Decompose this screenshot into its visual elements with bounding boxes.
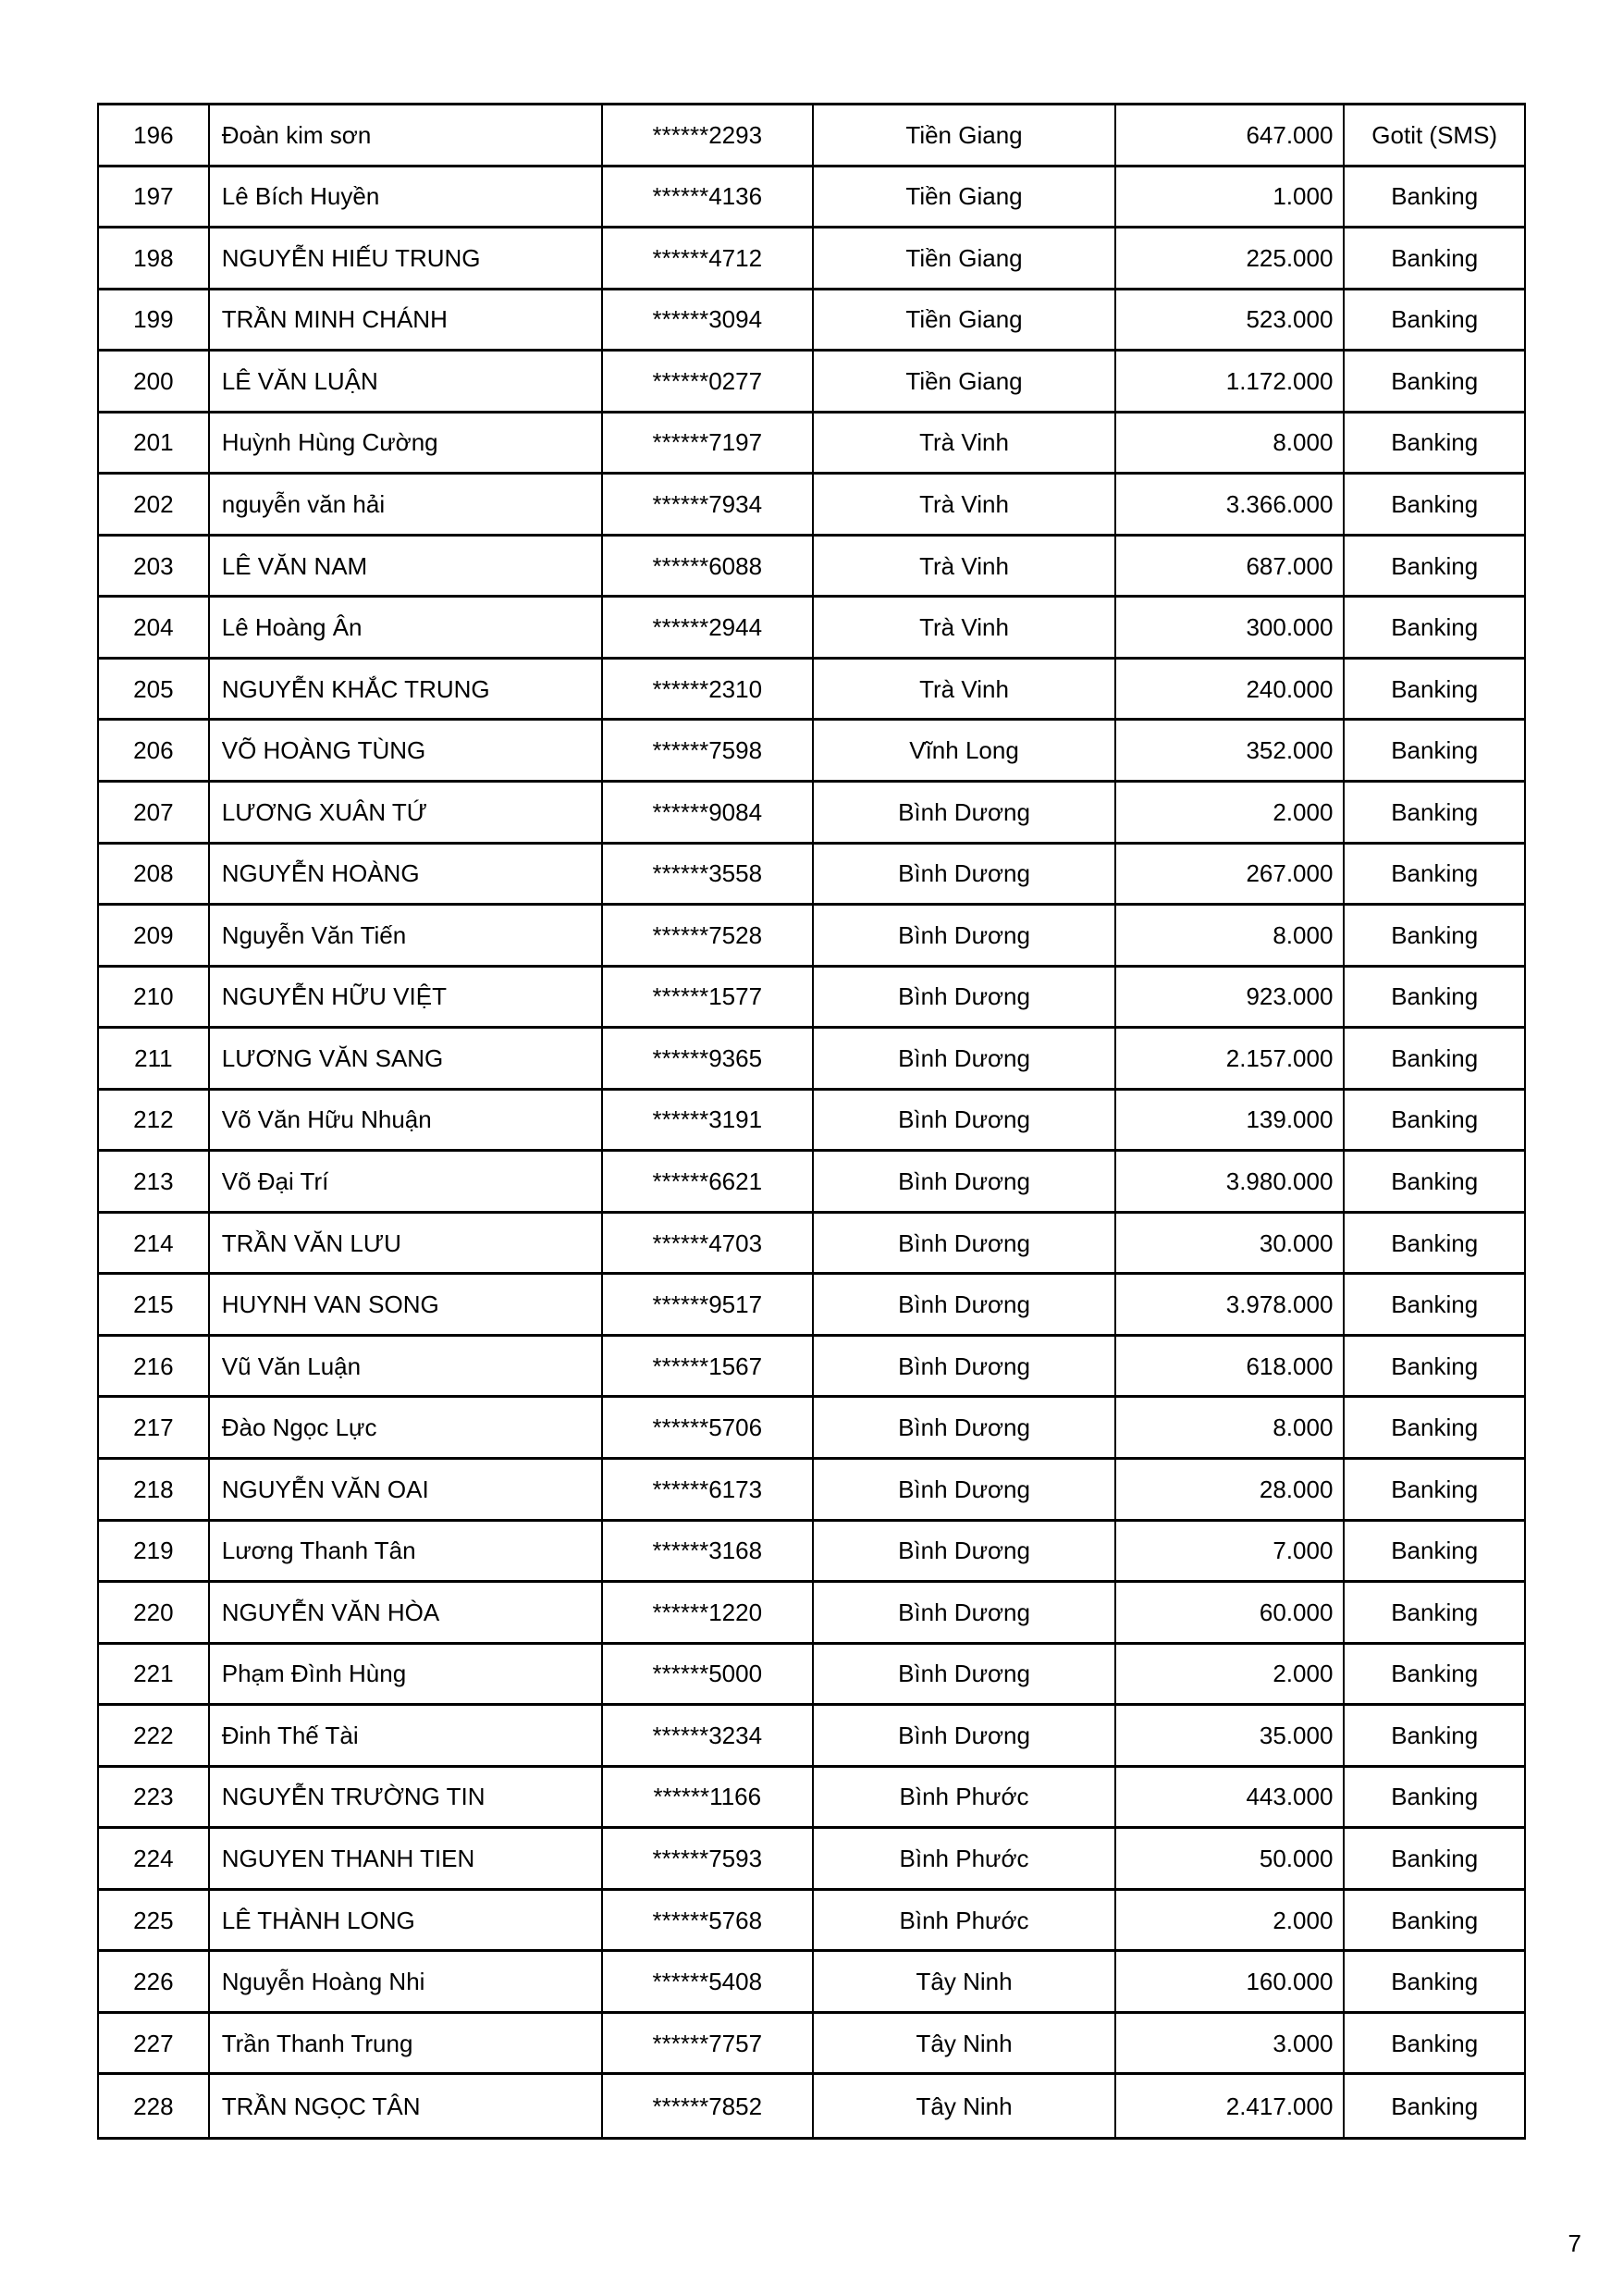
payment-method: Banking	[1391, 551, 1479, 580]
province: Bình Dương	[814, 906, 1116, 965]
amount: 35.000	[1116, 1706, 1345, 1765]
table-row	[99, 968, 1524, 1030]
payment-method: Banking	[1391, 1845, 1479, 1873]
table-row	[99, 105, 1524, 167]
province: Bình Dương	[814, 968, 1116, 1027]
masked-phone: ******9365	[603, 1029, 814, 1088]
province: Tây Ninh	[814, 2075, 1116, 2137]
amount: 7.000	[1116, 1522, 1345, 1581]
masked-phone: ******4712	[603, 228, 814, 288]
table-row	[99, 2014, 1524, 2076]
recipient-name: LÊ THÀNH LONG	[210, 1891, 603, 1950]
row-index: 207	[99, 783, 210, 842]
province: Trà Vinh	[814, 537, 1116, 596]
masked-phone: ******6173	[603, 1460, 814, 1519]
recipient-name: NGUYỄN VĂN OAI	[210, 1460, 603, 1519]
masked-phone: ******5768	[603, 1891, 814, 1950]
row-index: 203	[99, 537, 210, 596]
masked-phone: ******2944	[603, 598, 814, 657]
recipient-name: NGUYỄN KHẮC TRUNG	[210, 660, 603, 719]
amount: 8.000	[1116, 1398, 1345, 1457]
recipient-name: NGUYỄN HỮU VIỆT	[210, 968, 603, 1027]
recipient-name: Nguyễn Văn Tiến	[210, 906, 603, 965]
recipient-table	[97, 103, 1526, 2140]
masked-phone: ******1166	[603, 1768, 814, 1827]
masked-phone: ******7528	[603, 906, 814, 965]
table-row	[99, 290, 1524, 352]
recipient-name: Đào Ngọc Lực	[210, 1398, 603, 1457]
amount: 267.000	[1116, 845, 1345, 904]
payment-method: Banking	[1391, 920, 1479, 949]
amount: 60.000	[1116, 1583, 1345, 1642]
payment-method: Banking	[1391, 797, 1479, 826]
recipient-name: NGUYỄN HIẾU TRUNG	[210, 228, 603, 288]
table-row	[99, 537, 1524, 599]
row-index: 225	[99, 1891, 210, 1950]
province: Tiền Giang	[814, 352, 1116, 411]
masked-phone: ******1220	[603, 1583, 814, 1642]
masked-phone: ******3168	[603, 1522, 814, 1581]
table-row	[99, 1583, 1524, 1645]
recipient-name: NGUYỄN HOÀNG	[210, 845, 603, 904]
recipient-name: Phạm Đình Hùng	[210, 1645, 603, 1704]
recipient-name: LÊ VĂN LUẬN	[210, 352, 603, 411]
masked-phone: ******5000	[603, 1645, 814, 1704]
table-row	[99, 660, 1524, 722]
province: Tây Ninh	[814, 1952, 1116, 2011]
table-row	[99, 783, 1524, 845]
masked-phone: ******7593	[603, 1829, 814, 1888]
masked-phone: ******9084	[603, 783, 814, 842]
masked-phone: ******6088	[603, 537, 814, 596]
recipient-name: Vũ Văn Luận	[210, 1337, 603, 1396]
province: Tiền Giang	[814, 228, 1116, 288]
province: Bình Dương	[814, 1460, 1116, 1519]
row-index: 220	[99, 1583, 210, 1642]
amount: 139.000	[1116, 1091, 1345, 1150]
province: Vĩnh Long	[814, 721, 1116, 780]
amount: 240.000	[1116, 660, 1345, 719]
row-index: 224	[99, 1829, 210, 1888]
row-index: 214	[99, 1214, 210, 1273]
recipient-name: Võ Đại Trí	[210, 1152, 603, 1211]
table-row	[99, 721, 1524, 783]
amount: 3.980.000	[1116, 1152, 1345, 1211]
row-index: 210	[99, 968, 210, 1027]
row-index: 197	[99, 167, 210, 227]
payment-method: Banking	[1391, 2029, 1479, 2057]
table-row	[99, 1214, 1524, 1276]
table-row	[99, 1091, 1524, 1153]
row-index: 216	[99, 1337, 210, 1396]
payment-method: Banking	[1391, 2092, 1479, 2120]
masked-phone: ******6621	[603, 1152, 814, 1211]
row-index: 200	[99, 352, 210, 411]
amount: 443.000	[1116, 1768, 1345, 1827]
masked-phone: ******3191	[603, 1091, 814, 1150]
row-index: 204	[99, 598, 210, 657]
row-index: 223	[99, 1768, 210, 1827]
amount: 50.000	[1116, 1829, 1345, 1888]
recipient-name: Trần Thanh Trung	[210, 2014, 603, 2073]
masked-phone: ******4703	[603, 1214, 814, 1273]
payment-method: Banking	[1391, 305, 1479, 334]
recipient-name: nguyễn văn hải	[210, 475, 603, 534]
masked-phone: ******3558	[603, 845, 814, 904]
table-row	[99, 167, 1524, 229]
masked-phone: ******2310	[603, 660, 814, 719]
table-row	[99, 1460, 1524, 1522]
province: Bình Dương	[814, 783, 1116, 842]
amount: 30.000	[1116, 1214, 1345, 1273]
table-row	[99, 1029, 1524, 1091]
payment-method: Gotit (SMS)	[1371, 120, 1498, 149]
recipient-name: NGUYEN THANH TIEN	[210, 1829, 603, 1888]
page-number: 7	[1568, 2229, 1581, 2257]
masked-phone: ******7934	[603, 475, 814, 534]
row-index: 212	[99, 1091, 210, 1150]
amount: 28.000	[1116, 1460, 1345, 1519]
masked-phone: ******3234	[603, 1706, 814, 1765]
recipient-name: Lương Thanh Tân	[210, 1522, 603, 1581]
recipient-name: LÊ VĂN NAM	[210, 537, 603, 596]
province: Bình Dương	[814, 1214, 1116, 1273]
table-row	[99, 2075, 1524, 2137]
recipient-name: HUYNH VAN SONG	[210, 1275, 603, 1334]
table-row	[99, 1337, 1524, 1399]
amount: 225.000	[1116, 228, 1345, 288]
payment-method: Banking	[1391, 859, 1479, 888]
amount: 160.000	[1116, 1952, 1345, 2011]
masked-phone: ******0277	[603, 352, 814, 411]
payment-method: Banking	[1391, 1228, 1479, 1257]
province: Bình Dương	[814, 1091, 1116, 1150]
payment-method: Banking	[1391, 1968, 1479, 1996]
province: Bình Dương	[814, 1522, 1116, 1581]
payment-method: Banking	[1391, 366, 1479, 395]
masked-phone: ******7757	[603, 2014, 814, 2073]
province: Bình Dương	[814, 1706, 1116, 1765]
masked-phone: ******7598	[603, 721, 814, 780]
amount: 923.000	[1116, 968, 1345, 1027]
row-index: 205	[99, 660, 210, 719]
row-index: 209	[99, 906, 210, 965]
amount: 8.000	[1116, 414, 1345, 473]
row-index: 201	[99, 414, 210, 473]
row-index: 196	[99, 105, 210, 165]
province: Bình Dương	[814, 1645, 1116, 1704]
province: Bình Dương	[814, 1583, 1116, 1642]
masked-phone: ******7197	[603, 414, 814, 473]
recipient-name: Lê Bích Huyền	[210, 167, 603, 227]
province: Trà Vinh	[814, 414, 1116, 473]
payment-method: Banking	[1391, 1413, 1479, 1442]
recipient-name: Lê Hoàng Ân	[210, 598, 603, 657]
row-index: 213	[99, 1152, 210, 1211]
amount: 3.366.000	[1116, 475, 1345, 534]
row-index: 202	[99, 475, 210, 534]
masked-phone: ******7852	[603, 2075, 814, 2137]
table-row	[99, 1891, 1524, 1953]
table-row	[99, 1398, 1524, 1460]
table-row	[99, 228, 1524, 290]
row-index: 228	[99, 2075, 210, 2137]
province: Tiền Giang	[814, 290, 1116, 350]
province: Bình Dương	[814, 1275, 1116, 1334]
amount: 647.000	[1116, 105, 1345, 165]
province: Bình Phước	[814, 1829, 1116, 1888]
table-row	[99, 1706, 1524, 1768]
masked-phone: ******1577	[603, 968, 814, 1027]
province: Bình Dương	[814, 1029, 1116, 1088]
row-index: 218	[99, 1460, 210, 1519]
row-index: 208	[99, 845, 210, 904]
payment-method: Banking	[1391, 736, 1479, 765]
table-row	[99, 906, 1524, 968]
row-index: 226	[99, 1952, 210, 2011]
row-index: 198	[99, 228, 210, 288]
province: Bình Dương	[814, 1398, 1116, 1457]
table-row	[99, 1645, 1524, 1707]
recipient-name: TRẦN NGỌC TÂN	[210, 2075, 603, 2137]
payment-method: Banking	[1391, 182, 1479, 211]
province: Tiền Giang	[814, 105, 1116, 165]
masked-phone: ******4136	[603, 167, 814, 227]
table-row	[99, 1275, 1524, 1337]
masked-phone: ******3094	[603, 290, 814, 350]
recipient-name: LƯƠNG XUÂN TỨ	[210, 783, 603, 842]
province: Bình Phước	[814, 1891, 1116, 1950]
payment-method: Banking	[1391, 1906, 1479, 1934]
masked-phone: ******9517	[603, 1275, 814, 1334]
amount: 3.978.000	[1116, 1275, 1345, 1334]
recipient-name: LƯƠNG VĂN SANG	[210, 1029, 603, 1088]
payment-method: Banking	[1391, 1167, 1479, 1196]
province: Trà Vinh	[814, 598, 1116, 657]
province: Trà Vinh	[814, 475, 1116, 534]
table-row	[99, 845, 1524, 907]
table-row	[99, 1829, 1524, 1891]
table-row	[99, 1152, 1524, 1214]
province: Trà Vinh	[814, 660, 1116, 719]
amount: 2.417.000	[1116, 2075, 1345, 2137]
row-index: 217	[99, 1398, 210, 1457]
amount: 2.000	[1116, 1891, 1345, 1950]
amount: 1.172.000	[1116, 352, 1345, 411]
recipient-name: Nguyễn Hoàng Nhi	[210, 1952, 603, 2011]
amount: 2.157.000	[1116, 1029, 1345, 1088]
table-row	[99, 1952, 1524, 2014]
payment-method: Banking	[1391, 428, 1479, 457]
payment-method: Banking	[1391, 1537, 1479, 1565]
row-index: 199	[99, 290, 210, 350]
masked-phone: ******2293	[603, 105, 814, 165]
province: Bình Phước	[814, 1768, 1116, 1827]
recipient-name: Đinh Thế Tài	[210, 1706, 603, 1765]
recipient-name: Huỳnh Hùng Cường	[210, 414, 603, 473]
payment-method: Banking	[1391, 1105, 1479, 1134]
payment-method: Banking	[1391, 1475, 1479, 1503]
amount: 618.000	[1116, 1337, 1345, 1396]
payment-method: Banking	[1391, 1043, 1479, 1072]
recipient-name: NGUYỄN VĂN HÒA	[210, 1583, 603, 1642]
row-index: 211	[99, 1029, 210, 1088]
province: Bình Dương	[814, 845, 1116, 904]
amount: 2.000	[1116, 1645, 1345, 1704]
row-index: 206	[99, 721, 210, 780]
payment-method: Banking	[1391, 1352, 1479, 1380]
province: Bình Dương	[814, 1337, 1116, 1396]
payment-method: Banking	[1391, 1721, 1479, 1749]
masked-phone: ******5408	[603, 1952, 814, 2011]
payment-method: Banking	[1391, 490, 1479, 519]
masked-phone: ******5706	[603, 1398, 814, 1457]
province: Tây Ninh	[814, 2014, 1116, 2073]
amount: 8.000	[1116, 906, 1345, 965]
amount: 687.000	[1116, 537, 1345, 596]
recipient-name: TRẦN VĂN LƯU	[210, 1214, 603, 1273]
row-index: 215	[99, 1275, 210, 1334]
recipient-name: Đoàn kim sơn	[210, 105, 603, 165]
payment-method: Banking	[1391, 1598, 1479, 1626]
amount: 3.000	[1116, 2014, 1345, 2073]
amount: 523.000	[1116, 290, 1345, 350]
amount: 2.000	[1116, 783, 1345, 842]
recipient-name: VÕ HOÀNG TÙNG	[210, 721, 603, 780]
row-index: 219	[99, 1522, 210, 1581]
payment-method: Banking	[1391, 1660, 1479, 1688]
table-row	[99, 352, 1524, 414]
table-row	[99, 598, 1524, 660]
row-index: 227	[99, 2014, 210, 2073]
amount: 1.000	[1116, 167, 1345, 227]
amount: 352.000	[1116, 721, 1345, 780]
row-index: 221	[99, 1645, 210, 1704]
table-row	[99, 1768, 1524, 1830]
payment-method: Banking	[1391, 1783, 1479, 1811]
row-index: 222	[99, 1706, 210, 1765]
recipient-name: Võ Văn Hữu Nhuận	[210, 1091, 603, 1150]
province: Bình Dương	[814, 1152, 1116, 1211]
table-row	[99, 1522, 1524, 1584]
payment-method: Banking	[1391, 674, 1479, 703]
payment-method: Banking	[1391, 1290, 1479, 1319]
table-row	[99, 414, 1524, 475]
province: Tiền Giang	[814, 167, 1116, 227]
recipient-name: NGUYỄN TRƯỜNG TIN	[210, 1768, 603, 1827]
amount: 300.000	[1116, 598, 1345, 657]
recipient-name: TRẦN MINH CHÁNH	[210, 290, 603, 350]
masked-phone: ******1567	[603, 1337, 814, 1396]
payment-method: Banking	[1391, 982, 1479, 1011]
payment-method: Banking	[1391, 613, 1479, 642]
table-row	[99, 475, 1524, 537]
payment-method: Banking	[1391, 243, 1479, 272]
